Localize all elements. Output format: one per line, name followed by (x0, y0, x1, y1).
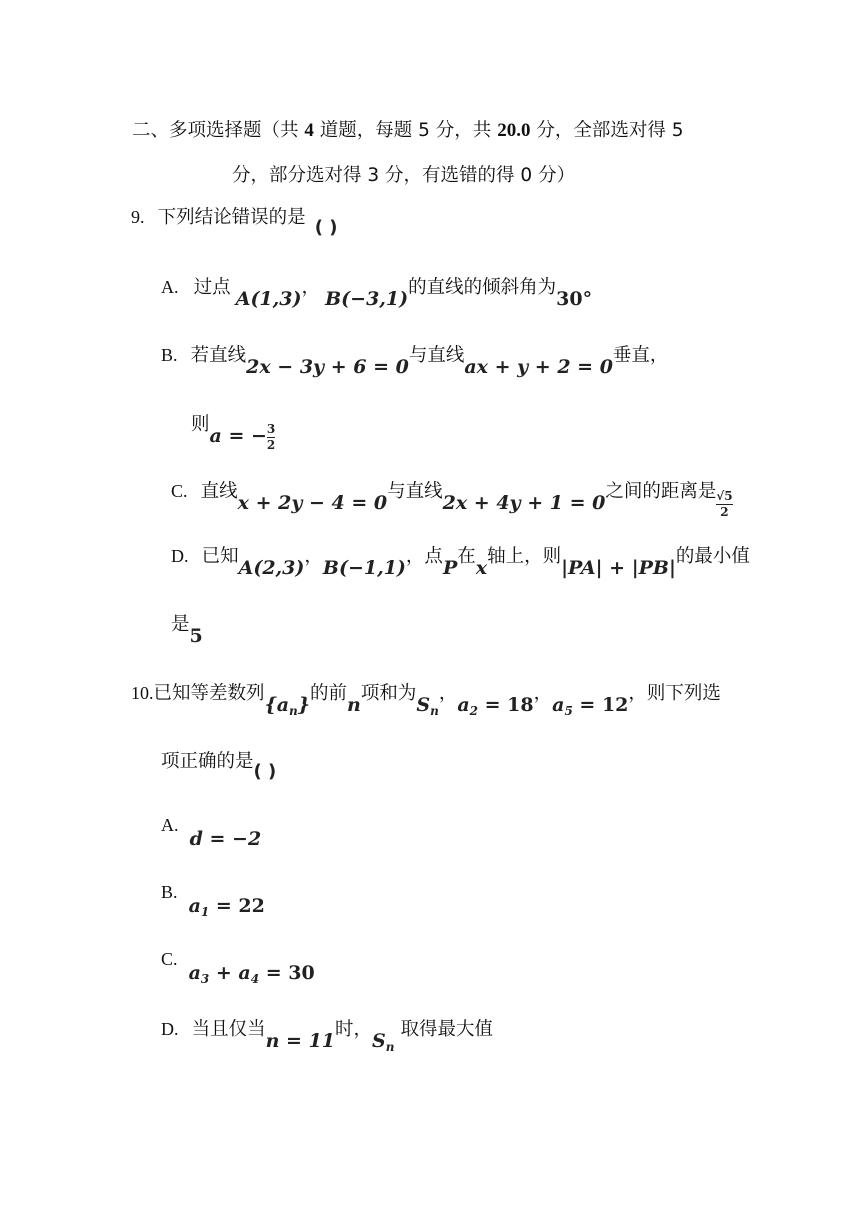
question-text: ，则下列选 (628, 683, 721, 704)
option-text: 与直线 (408, 345, 465, 366)
math-n: n (347, 694, 361, 716)
answer-bracket: ( ) (314, 217, 338, 238)
question-text: 的前 (310, 683, 348, 704)
option-label: D. (171, 546, 189, 566)
q9-option-c (171, 477, 733, 519)
option-label: A. (161, 815, 179, 835)
math-p: P (442, 557, 458, 579)
option-text: 是 (171, 614, 190, 635)
math-point-b: B(−3,1) (325, 288, 409, 310)
question-9-stem (131, 203, 338, 238)
option-text: 若直线 (190, 345, 247, 366)
fraction: $\frac{3}{2}$ (266, 421, 276, 452)
q9-option-b (161, 341, 669, 378)
math-expression: $a_3 + a_4 = 30$ (188, 962, 315, 986)
option-text: 已知 (201, 546, 239, 567)
option-text: 轴上，则 (487, 546, 562, 567)
q10-option-b (161, 881, 265, 919)
q9-option-d-cont (171, 610, 203, 647)
option-text: 则 (191, 414, 210, 435)
math-point-a: A(1,3) (235, 288, 302, 310)
math-line-1: x + 2y − 4 = 0 (237, 492, 388, 514)
option-label: B. (161, 345, 178, 365)
option-text: 之间的距离是 (605, 481, 717, 502)
option-text: 直线 (200, 481, 238, 502)
option-text: ，点 (405, 546, 443, 567)
math-answer: 5 (189, 625, 203, 647)
q9-option-d (171, 542, 750, 579)
option-label: B. (161, 882, 178, 902)
q10-option-c (161, 948, 315, 986)
option-label: A. (161, 277, 179, 297)
math-sn: $S_n$ (416, 694, 439, 718)
question-text: 已知等差数列 (153, 683, 265, 704)
math-a5: $a_5 = 12$ (552, 694, 629, 718)
separator: ， (304, 546, 323, 567)
math-point-a: A(2,3) (238, 557, 305, 579)
q10-option-a (161, 814, 262, 850)
option-label: C. (171, 481, 188, 501)
math-sn: $S_n$ (372, 1030, 395, 1054)
q10-option-d (161, 1015, 494, 1054)
math-point-b: B(−1,1) (322, 557, 406, 579)
math-x: x (475, 557, 488, 579)
math-line-1: 2x − 3y + 6 = 0 (246, 356, 409, 378)
section-heading-line1: 二、多项选择题（共 4 道题，每题 5 分，共 20.0 分，全部选对得 5 (132, 120, 684, 141)
fraction: $\frac{√5}{2}$ (716, 488, 733, 519)
option-text: 过点 (193, 277, 231, 298)
option-label: C. (161, 949, 178, 969)
question-text: 项正确的是 (161, 751, 254, 772)
math-angle: 30° (556, 288, 593, 310)
option-text: 在 (457, 546, 476, 567)
question-10-stem-cont (161, 747, 277, 782)
math-line-2: ax + y + 2 = 0 (464, 356, 613, 378)
option-text: 垂直， (612, 345, 669, 366)
math-distance (716, 488, 733, 519)
q9-option-a (161, 273, 593, 310)
math-expression: d = −2 (189, 828, 262, 850)
q9-option-b-cont (191, 410, 276, 452)
math-expression: $a_1 = 22$ (188, 895, 265, 919)
separator: ， (533, 683, 553, 704)
answer-bracket: ( ) (253, 761, 277, 782)
separator: ， (301, 277, 320, 298)
option-text: 与直线 (387, 481, 443, 502)
section-heading-line2: 分，部分选对得 3 分，有选错的得 0 分） (232, 165, 576, 186)
question-number: 9. (131, 207, 145, 227)
option-text: 时， (335, 1019, 373, 1040)
separator: ， (438, 683, 458, 704)
math-a-value: a = − $\frac{3}{2}$ (209, 421, 276, 452)
math-line-2: 2x + 4y + 1 = 0 (442, 492, 606, 514)
math-a2: $a_2 = 18$ (457, 694, 534, 718)
option-text: 取得最大值 (400, 1019, 494, 1040)
question-text: 项和为 (360, 683, 417, 704)
math-sum: |PA| + |PB| (561, 557, 676, 579)
math-sequence: $\{a_n\}$ (264, 694, 310, 718)
option-label: D. (161, 1019, 179, 1039)
question-10-stem (131, 679, 721, 718)
question-text: 下列结论错误的是 (157, 207, 306, 228)
option-text: 的最小值 (675, 546, 750, 567)
question-number: 10. (131, 683, 154, 703)
option-text: 当且仅当 (191, 1019, 266, 1040)
math-n-value: n = 11 (265, 1030, 336, 1052)
option-text: 的直线的倾斜角为 (408, 277, 557, 298)
